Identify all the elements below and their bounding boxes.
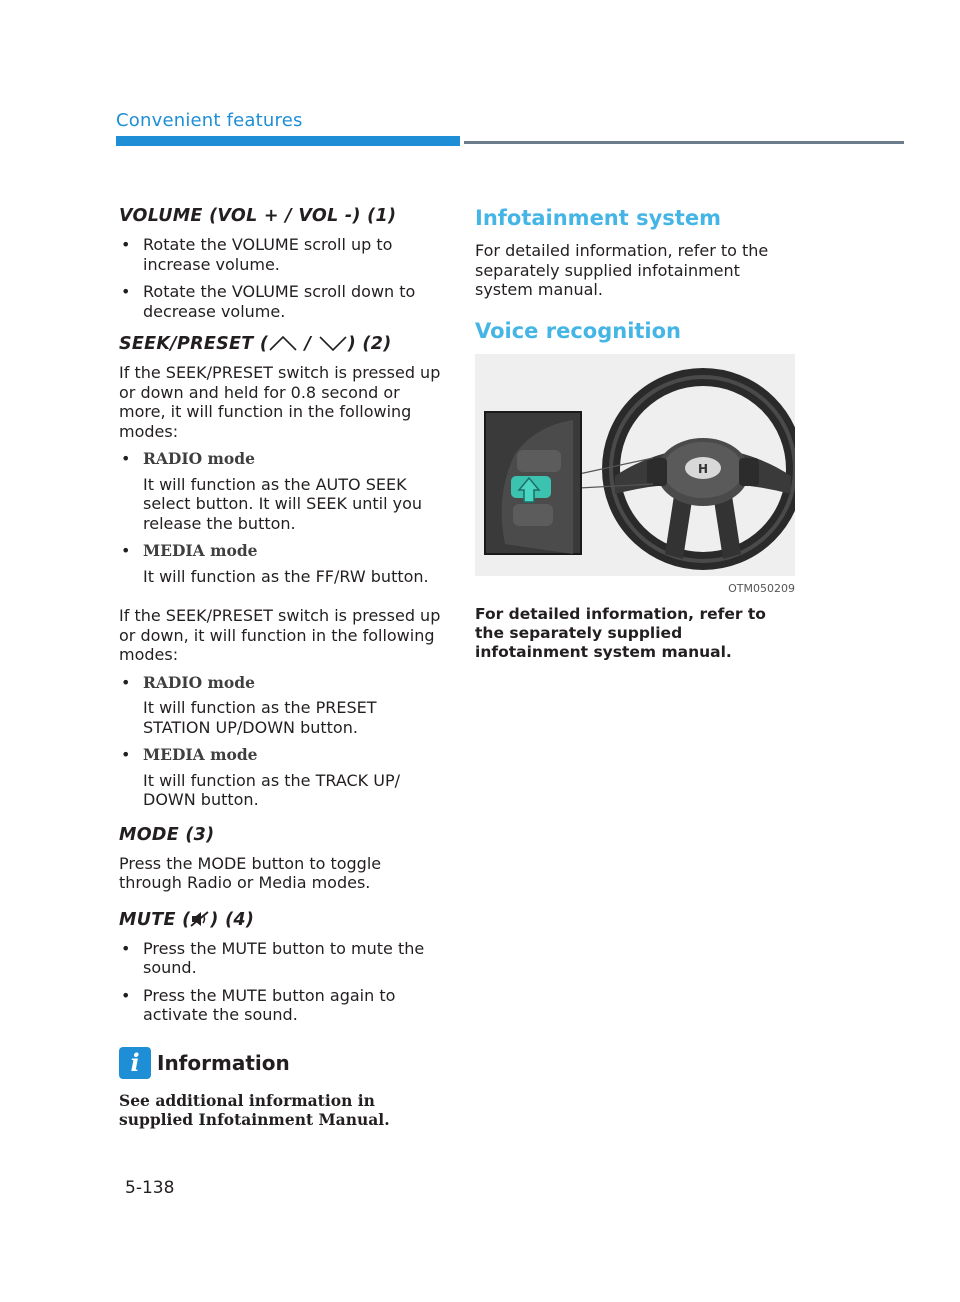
list-item bbox=[119, 673, 449, 738]
list-item: • Press the MUTE button to mute the sound. bbox=[119, 939, 449, 978]
mode-desc: It will function as the TRACK UP/ DOWN button. bbox=[143, 770, 401, 809]
list-item: • Rotate the VOLUME scroll down to decrease volume. bbox=[119, 282, 449, 321]
seek-list-2 bbox=[119, 673, 449, 810]
mode-text: Press the MODE button to toggle through Radio or Media modes. bbox=[119, 853, 382, 892]
mode-title: • MEDIA mode bbox=[143, 541, 258, 560]
mode-heading: MODE (3) bbox=[119, 824, 215, 845]
left-column bbox=[119, 205, 449, 1129]
mode-desc: It will function as the PRESET STATION UP/DOWN button. bbox=[143, 698, 377, 737]
mode-title: • RADIO mode bbox=[143, 449, 255, 468]
figure-code: OTM050209 bbox=[728, 581, 795, 595]
mute-heading-prefix: MUTE ( bbox=[119, 909, 191, 930]
seek-para-1: If the SEEK/PRESET switch is pressed up or down and held for 0.8 second or more, it will function in the following modes: bbox=[119, 363, 441, 441]
list-item bbox=[119, 745, 449, 810]
information-header bbox=[119, 1047, 449, 1079]
seek-heading-sep: / bbox=[304, 334, 312, 354]
page-number: 5-138 bbox=[125, 1178, 175, 1198]
mode-desc: It will function as the AUTO SEEK select button. It will SEEK until you release the button. bbox=[143, 474, 423, 533]
header-bar-rule bbox=[464, 141, 904, 144]
mode-title: • RADIO mode bbox=[143, 672, 255, 692]
infotainment-text: For detailed information, refer to the separately supplied infotainment system manual. bbox=[475, 241, 769, 299]
information-text: See additional information in supplied Infotainment Manual. bbox=[119, 1090, 390, 1129]
info-icon: i bbox=[119, 1047, 151, 1079]
mute-list bbox=[119, 939, 449, 1025]
seek-para-2: If the SEEK/PRESET switch is pressed up or down, it will function in the following modes: bbox=[119, 606, 441, 664]
header-bar-accent bbox=[116, 136, 460, 146]
infotainment-heading: Infotainment system bbox=[475, 206, 721, 230]
zoom-inset bbox=[485, 412, 581, 554]
seek-heading bbox=[119, 333, 449, 355]
steering-wheel-illustration bbox=[475, 354, 795, 576]
volume-heading: VOLUME (VOL + / VOL -) (1) bbox=[119, 206, 397, 226]
list-item: • Press the MUTE button again to activate the sound. bbox=[119, 986, 449, 1025]
section-title: Convenient features bbox=[116, 110, 303, 131]
list-item bbox=[119, 449, 449, 533]
seek-list-1 bbox=[119, 449, 449, 586]
mute-icon bbox=[190, 910, 210, 928]
information-title: Information bbox=[157, 1050, 290, 1075]
chevron-up-icon bbox=[268, 334, 298, 352]
list-item: • Rotate the VOLUME scroll up to increase volume. bbox=[119, 235, 449, 274]
mute-heading bbox=[119, 909, 449, 931]
chevron-down-icon bbox=[318, 334, 348, 352]
mode-desc: It will function as the FF/RW button. bbox=[143, 566, 429, 586]
list-item bbox=[119, 541, 449, 586]
right-column bbox=[475, 205, 797, 662]
steering-wheel-figure bbox=[475, 354, 795, 576]
seek-heading-suffix: ) (2) bbox=[347, 334, 392, 354]
mode-title: • MEDIA mode bbox=[143, 745, 258, 764]
voice-caption: For detailed information, refer to the separately supplied infotainment system manual. bbox=[475, 604, 766, 661]
voice-recognition-heading: Voice recognition bbox=[475, 318, 682, 343]
mute-heading-suffix: ) (4) bbox=[210, 909, 255, 930]
seek-heading-prefix: SEEK/PRESET ( bbox=[119, 334, 269, 354]
volume-list bbox=[119, 235, 449, 321]
svg-text:H: H bbox=[697, 461, 709, 476]
